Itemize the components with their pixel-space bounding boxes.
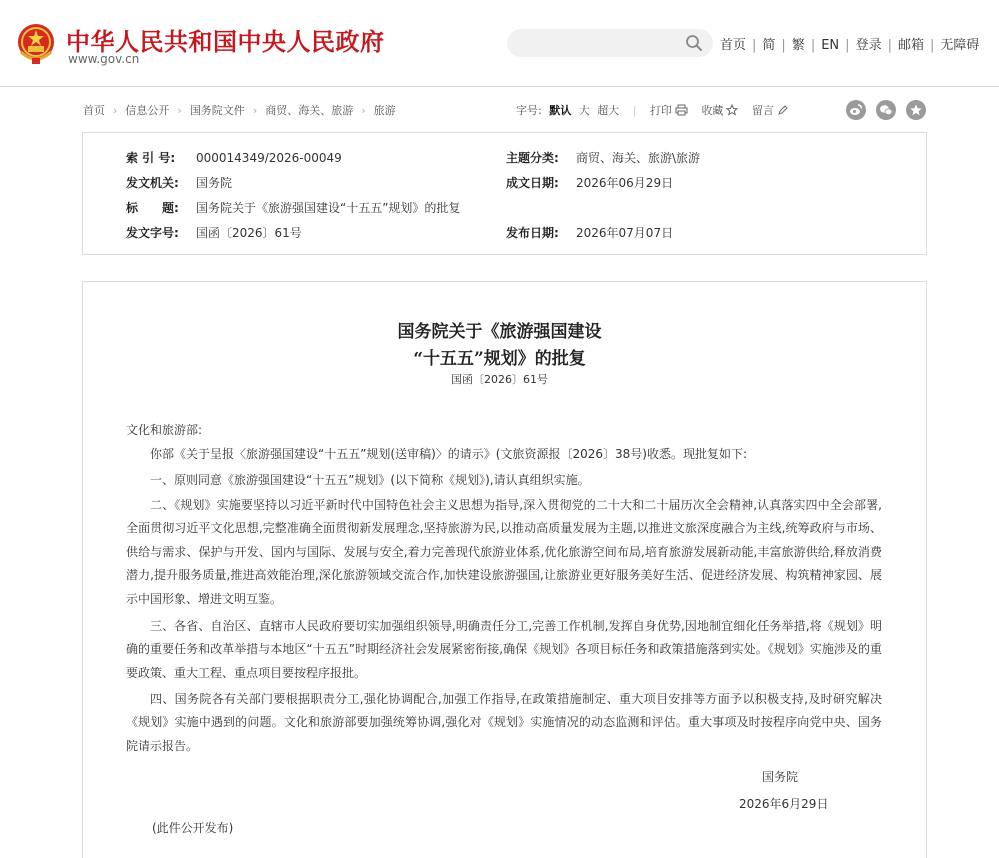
info-written-label: 成文日期:	[506, 176, 559, 190]
info-title-value: 国务院关于《旅游强国建设“十五五”规划》的批复	[196, 201, 461, 215]
info-issuer-value: 国务院	[196, 176, 233, 190]
nav-separator: |	[781, 38, 786, 53]
star-icon	[909, 103, 923, 117]
font-size-xlarge[interactable]: 超大	[597, 104, 620, 117]
top-nav	[720, 34, 979, 53]
wechat-icon	[879, 103, 893, 117]
print-label: 打印	[649, 104, 672, 117]
breadcrumb-info-public[interactable]: 信息公开	[125, 104, 170, 117]
breadcrumb-trade-customs-tourism[interactable]: 商贸、海关、旅游	[265, 104, 354, 117]
weibo-share-button[interactable]	[846, 100, 866, 120]
favorite-share-button[interactable]	[906, 100, 926, 120]
nav-separator: |	[845, 38, 850, 53]
info-docno-value: 国函〔2026〕61号	[196, 226, 302, 240]
tools-separator: |	[632, 104, 637, 117]
info-title	[126, 199, 460, 216]
font-size-default[interactable]: 默认	[549, 104, 572, 117]
document-publish-note: (此件公开发布)	[152, 821, 234, 835]
nav-separator: |	[752, 38, 757, 53]
nav-accessibility[interactable]: 无障碍	[940, 38, 980, 53]
site-url[interactable]: www.gov.cn	[68, 52, 140, 66]
search-input[interactable]	[507, 29, 713, 57]
document-paragraph: 三、各省、自治区、直辖市人民政府要切实加强组织领导,明确责任分工,完善工作机制,发挥自身优势,因地制宜细化任务举措,将《规划》明确的重要任务和改革举措与本地区“十五五”时期经济社会发展紧密衔接,确保《规划》各项目标任务和政策措施落到实处。《规划》实施涉及的重要政策、重大工程、重点项目要按程序报批。	[126, 619, 882, 680]
info-topic	[506, 149, 700, 166]
info-published-value: 2026年07月07日	[576, 226, 674, 240]
info-docno-label: 发文字号:	[126, 226, 179, 240]
nav-separator: |	[887, 38, 892, 53]
document-number: 国函〔2026〕61号	[451, 373, 548, 386]
breadcrumb-arrow-icon: ›	[252, 104, 258, 117]
info-index-value: 000014349/2026-00049	[196, 151, 342, 165]
pencil-icon	[777, 105, 788, 116]
comment-button[interactable]	[752, 104, 788, 117]
breadcrumb-state-council-docs[interactable]: 国务院文件	[189, 104, 245, 117]
nav-mailbox[interactable]: 邮箱	[897, 38, 924, 53]
info-title-label: 标 题:	[126, 201, 179, 215]
comment-label: 留言	[751, 104, 774, 117]
breadcrumb	[83, 102, 396, 118]
breadcrumb-arrow-icon: ›	[177, 104, 182, 117]
document-paragraph: 四、国务院各有关部门要根据职责分工,强化协调配合,加强工作指导,在政策措施制定、重大项目安排等方面予以积极支持,及时研究解决《规划》实施中遇到的问题。文化和旅游部要加强统筹协调,强化对《规划》实施情况的动态监测和评估。重大事项及时按程序向党中央、国务院请示报告。	[126, 692, 882, 753]
document-title-line1: 国务院关于《旅游强国建设	[397, 322, 602, 342]
nav-separator: |	[810, 38, 816, 53]
breadcrumb-arrow-icon: ›	[361, 104, 366, 117]
document-salutation: 文化和旅游部:	[126, 423, 203, 437]
document-paragraph: 你部《关于呈报〈旅游强国建设“十五五”规划(送审稿)〉的请示》(文旅资源报〔2026〕38号)收悉。现批复如下:	[150, 447, 748, 461]
printer-icon	[675, 104, 688, 116]
site-title[interactable]: 中华人民共和国中央人民政府	[66, 28, 385, 56]
document-title-line2: “十五五”规划》的批复	[413, 349, 586, 369]
site-header	[0, 0, 999, 86]
info-topic-value: 商贸、海关、旅游\旅游	[576, 151, 701, 165]
breadcrumb-home[interactable]: 首页	[83, 104, 105, 117]
info-published-label: 发布日期:	[506, 226, 559, 240]
font-size-label: 字号:	[516, 104, 542, 117]
nav-traditional[interactable]: 繁	[791, 38, 805, 53]
document-signature: 国务院	[762, 770, 799, 784]
favorite-button[interactable]	[701, 104, 738, 117]
info-written-date	[506, 174, 673, 191]
document-paragraph: 一、原则同意《旅游强国建设“十五五”规划》(以下简称《规划》),请认真组织实施。	[150, 473, 590, 487]
breadcrumb-tourism[interactable]: 旅游	[373, 104, 396, 117]
breadcrumb-arrow-icon: ›	[113, 104, 118, 117]
header-divider	[0, 86, 999, 87]
nav-simplified[interactable]: 简	[762, 38, 776, 53]
nav-english[interactable]: EN	[821, 38, 840, 53]
info-issuer-label: 发文机关:	[126, 176, 179, 190]
nav-login[interactable]: 登录	[855, 38, 882, 53]
search-icon[interactable]	[685, 34, 703, 52]
info-written-value: 2026年06月29日	[576, 176, 674, 190]
weibo-icon	[849, 103, 863, 117]
page-tools	[516, 102, 788, 118]
info-docno	[126, 224, 302, 241]
nav-separator: |	[929, 38, 935, 53]
national-emblem-icon[interactable]	[15, 22, 57, 66]
nav-home[interactable]: 首页	[720, 38, 747, 53]
document-date: 2026年6月29日	[739, 797, 829, 811]
info-topic-label: 主题分类:	[506, 151, 559, 165]
document-paragraph: 二、《规划》实施要坚持以习近平新时代中国特色社会主义思想为指导,深入贯彻党的二十大和二十届历次全会精神,认真落实四中全会部署,全面贯彻习近平文化思想,完整准确全面贯彻新发展理念,坚持旅游为民,以推动高质量发展为主题,以推进文旅深度融合为主线,统筹政府与市场、供给与需求、保护与开发、国内与国际、发展与安全,着力完善现代旅游业体系,优化旅游空间布局,培育旅游发展新动能,丰富旅游供给,释放消费潜力,提升服务质量,推进高效能治理,深化旅游领域交流合作,加快建设旅游强国,让旅游业更好服务美好生活、促进经济发展、构筑精神家园、展示中国形象、增进文明互鉴。	[126, 498, 882, 606]
star-outline-icon	[726, 104, 738, 116]
info-published-date	[506, 224, 673, 241]
favorite-label: 收藏	[701, 104, 724, 117]
info-issuer	[126, 174, 232, 191]
font-size-large[interactable]: 大	[578, 104, 590, 117]
print-button[interactable]	[650, 104, 688, 117]
info-index-label: 索 引 号:	[126, 151, 176, 165]
info-index	[126, 149, 342, 166]
wechat-share-button[interactable]	[876, 100, 896, 120]
